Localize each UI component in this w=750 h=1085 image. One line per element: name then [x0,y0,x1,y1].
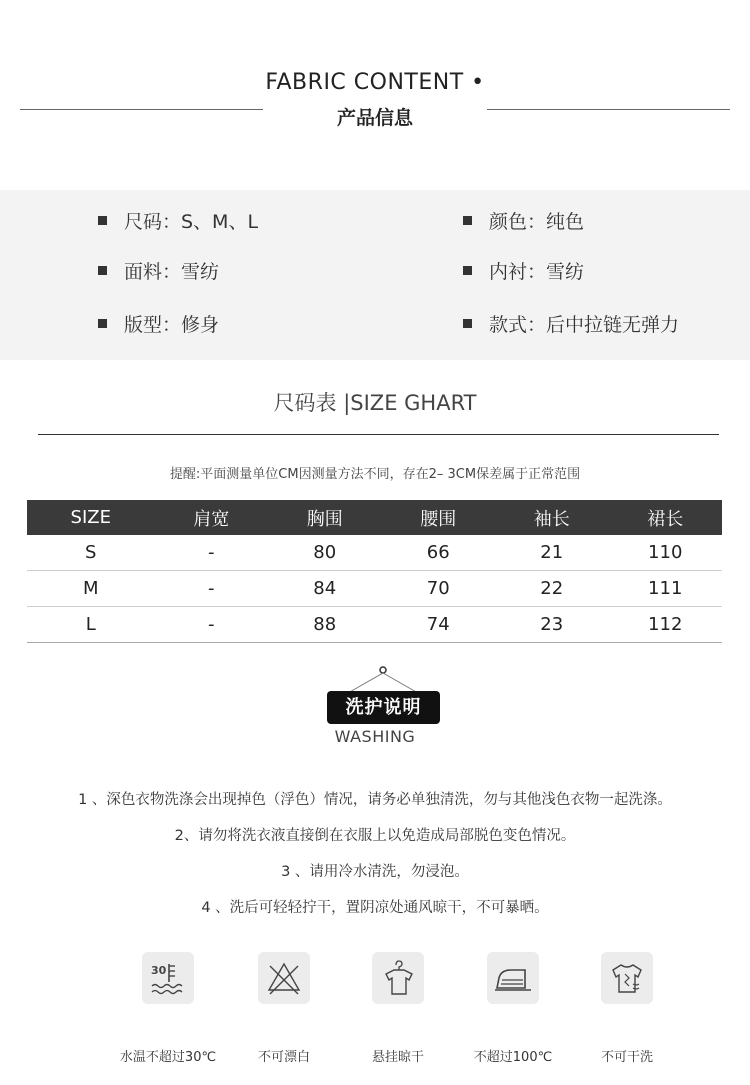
care-instruction-1: 1 、深色衣物洗涤会出现掉色（浮色）情况，请务必单独清洗，勿与其他浅色衣物一起洗涤。 [78,792,672,808]
washing-badge: 洗护说明 [327,691,440,724]
measurement-note: 提醒:平面测量单位CM因测量方法不同，存在2– 3CM保差属于正常范围 [169,467,581,482]
table-cell: L [27,607,155,643]
table-row [27,535,722,571]
hanger-icon [340,664,430,694]
hang-dry-icon [372,952,424,1004]
table-cell: 21 [495,535,608,571]
bullet-icon [98,266,107,275]
care-instruction-4: 4 、洗后可轻轻拧干，置阴凉处通风晾干，不可暴晒。 [201,900,549,916]
table-cell: 112 [608,607,722,643]
bullet-icon [98,216,107,225]
spec-fit [98,310,219,337]
spec-color-text: 颜色：纯色 [489,211,585,233]
no-dry-clean-label: 不可干洗 [600,1050,653,1065]
table-cell: 111 [608,571,722,607]
no-bleach-label: 不可漂白 [257,1050,310,1065]
table-cell: 23 [495,607,608,643]
spec-color [463,207,584,234]
wash-30-icon [142,952,194,1004]
table-cell: M [27,571,155,607]
table-cell: 74 [382,607,495,643]
table-cell: 22 [495,571,608,607]
no-dry-clean-icon [601,952,653,1004]
spec-fabric-text: 面料：雪纺 [124,261,220,283]
table-cell: 70 [382,571,495,607]
spec-style-text: 款式：后中拉链无弹力 [489,314,680,336]
col-header: 胸围 [268,500,381,535]
table-row [27,607,722,643]
table-cell: 88 [268,607,381,643]
table-cell: 84 [268,571,381,607]
bullet-icon [463,216,472,225]
table-cell: - [155,571,268,607]
care-instruction-2: 2、请勿将洗衣液直接倒在衣服上以免造成局部脱色变色情况。 [174,828,576,844]
col-header: 肩宽 [155,500,268,535]
bullet-icon [98,319,107,328]
table-cell: - [155,607,268,643]
size-chart-heading: 尺码表 |SIZE GHART [273,391,477,415]
no-bleach-icon [258,952,310,1004]
spec-style [463,310,679,337]
col-header: 腰围 [382,500,495,535]
spec-size [98,207,258,234]
table-cell: 66 [382,535,495,571]
table-cell: - [155,535,268,571]
table-cell: 110 [608,535,722,571]
col-header: 袖长 [495,500,608,535]
table-cell: S [27,535,155,571]
col-header: SIZE [27,500,155,535]
hang-dry-label: 悬挂晾干 [371,1050,424,1065]
spec-size-text: 尺码：S、M、L [124,211,259,233]
table-cell: 80 [268,535,381,571]
iron-100-label: 不超过100℃ [473,1050,553,1065]
spec-lining-text: 内衬：雪纺 [489,261,585,283]
care-instruction-3: 3 、请用冷水清洗，勿浸泡。 [281,864,469,880]
wash-temp-glyph: 30 [151,964,167,977]
washing-label-en: WASHING [334,727,416,746]
spec-fit-text: 版型：修身 [124,314,220,336]
table-row [27,571,722,607]
bullet-icon [463,319,472,328]
spec-lining [463,257,584,284]
iron-100-icon [487,952,539,1004]
wash-30-label: 水温不超过30℃ [119,1050,217,1065]
size-table [27,500,722,643]
col-header: 裙长 [608,500,722,535]
section-title-en: FABRIC CONTENT • [265,70,485,95]
bullet-icon [463,266,472,275]
table-header-row [27,500,722,535]
size-chart-divider [38,434,719,435]
section-title-cn: 产品信息 [336,107,413,129]
spec-fabric [98,257,219,284]
